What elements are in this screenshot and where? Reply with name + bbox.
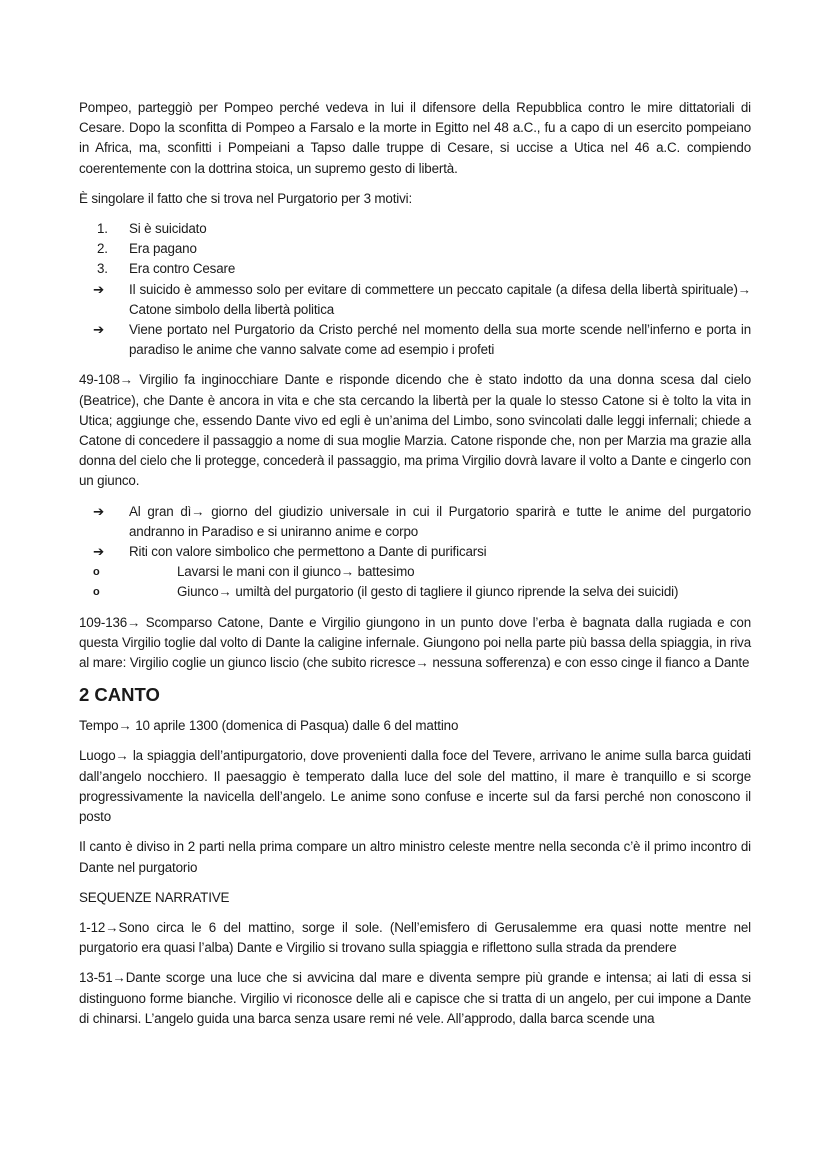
circle-bullet-icon: o xyxy=(93,566,100,579)
circle-bullet-icon: o xyxy=(93,586,100,599)
sequence-109-136: 109-136→ Scomparso Catone, Dante e Virgilio giungono in un punto dove l’erba è bagnata dalla rugiada e con questa Virgilio toglie dal volto di Dante la caligine infernale. Giungono poi nella parte più bassa della spiaggia, in riva al mare: Virgilio coglie un giunco liscio (che subito ricresce→ nessuna sofferenza) e con esso cinge il fianco a Dante xyxy=(79,614,751,671)
motivi-intro: È singolare il fatto che si trova nel Purgatorio per 3 motivi: xyxy=(79,190,413,206)
section-heading: 2 CANTO xyxy=(79,684,160,706)
list-item: 1. Si è suicidato xyxy=(79,219,751,239)
sublist-item: o Lavarsi le mani con il giunco→ battesimo xyxy=(79,562,751,582)
sequence-1-12: 1-12→Sono circa le 6 del mattino, sorge il sole. (Nell’emisfero di Gerusalemme era quasi notte mentre nel purgatorio era quasi l’alba) Dante e Virgilio si trovano sulla spiaggia e riflettono sulla strada da prendere xyxy=(79,919,751,956)
list-item: 2. Era pagano xyxy=(79,239,751,259)
list-item: ➔ Il suicido è ammesso solo per evitare di commettere un peccato capitale (a difesa della libertà spirituale)→ Catone simbolo della libertà politica xyxy=(93,281,751,317)
document-page xyxy=(79,98,751,1039)
sequenze-label: SEQUENZE NARRATIVE xyxy=(79,889,230,905)
intro-paragraph: Pompeo, parteggiò per Pompeo perché vedeva in lui il difensore della Repubblica contro le mire dittatoriali di Cesare. Dopo la sconfitta di Pompeo a Farsalo e la morte in Egitto nel 48 a.C., fu a capo di un esercito pompeiano in Africa, ma, sconfitti i Pompeiani a Tapso dalle truppe di Cesare, si uccise a Utica nel 46 a.C. compiendo coerentemente con la dottrina stoica, un supremo gesto di libertà. xyxy=(79,100,751,176)
sublist-item: o Giunco→ umiltà del purgatorio (il gesto di tagliere il giunco riprende la selva dei suicidi) xyxy=(79,582,751,602)
arrow-bullet-icon: ➔ xyxy=(93,322,105,338)
list-item: ➔ Viene portato nel Purgatorio da Cristo perché nel momento della sua morte scende nell’inferno e porta in paradiso le anime che vanno salvate come ad esempio i profeti xyxy=(93,322,751,358)
motivi-list xyxy=(79,219,751,360)
riti-sublist xyxy=(79,562,751,602)
list-item: ➔ Riti con valore simbolico che permettono a Dante di purificarsi o Lavarsi le mani con il giunco→ battesimo o Giunco→ umiltà del purgatorio (il gesto di tagliere il giunco riprende la selva dei suicidi) xyxy=(79,542,751,603)
list-number: 3. xyxy=(97,261,108,277)
divisione-paragraph: Il canto è diviso in 2 parti nella prima compare un altro ministro celeste mentre nella seconda c’è il primo incontro di Dante nel purgatorio xyxy=(79,839,751,875)
sequence-49-108: 49-108→ Virgilio fa inginocchiare Dante e risponde dicendo che è stato indotto da una donna scesa dal cielo (Beatrice), che Dante è ancora in vita e che sta cercando la libertà per la quale lo stesso Catone si è tolto la vita in Utica; aggiunge che, essendo Dante vivo ed egli è un’anima del Limbo, sono svincolati dalle leggi infernali; chiede a Catone di concedere il passaggio a nome di sua moglie Marzia. Catone risponde che, non per Marzia ma grazie alla donna del cielo che li protegge, concederà il passaggio, ma prima Virgilio dovrà lavare il volto a Dante e cingerlo con un giunco. xyxy=(79,372,751,489)
list-number: 1. xyxy=(97,221,108,237)
arrow-bullet-icon: ➔ xyxy=(93,544,105,560)
arrow-bullet-icon: ➔ xyxy=(93,503,105,519)
list-number: 2. xyxy=(97,241,108,257)
luogo-paragraph: Luogo→ la spiaggia dell’antipurgatorio, dove provenienti dalla foce del Tevere, arrivano le anime sulla barca guidati dall’angelo nocchiero. Il paesaggio è temperato dalla luce del sole del mattino, il mare è tranquillo e si scorge progressivamente la navicella dell’angelo. Le anime sono confuse e incerte sul da farsi perché non conoscono il posto xyxy=(79,748,751,825)
notes-list xyxy=(79,502,751,603)
tempo-paragraph: Tempo→ 10 aprile 1300 (domenica di Pasqua) dalle 6 del mattino xyxy=(79,718,459,734)
sequence-13-51: 13-51→Dante scorge una luce che si avvicina dal mare e diventa sempre più grande e intensa; ai lati di essa si distinguono forme bianche. Virgilio vi riconosce delle ali e capisce che si tratta di un angelo, per cui impone a Dante di chinarsi. L’angelo guida una barca senza usare remi né vele. All’approdo, dalla barca scende una xyxy=(79,970,751,1026)
arrow-bullet-icon: ➔ xyxy=(93,281,105,297)
list-item: 3. Era contro Cesare xyxy=(79,259,751,279)
list-item: ➔ Al gran dì→ giorno del giudizio universale in cui il Purgatorio sparirà e tutte le anime del purgatorio andranno in Paradiso e si uniranno anime e corpo xyxy=(93,503,751,539)
